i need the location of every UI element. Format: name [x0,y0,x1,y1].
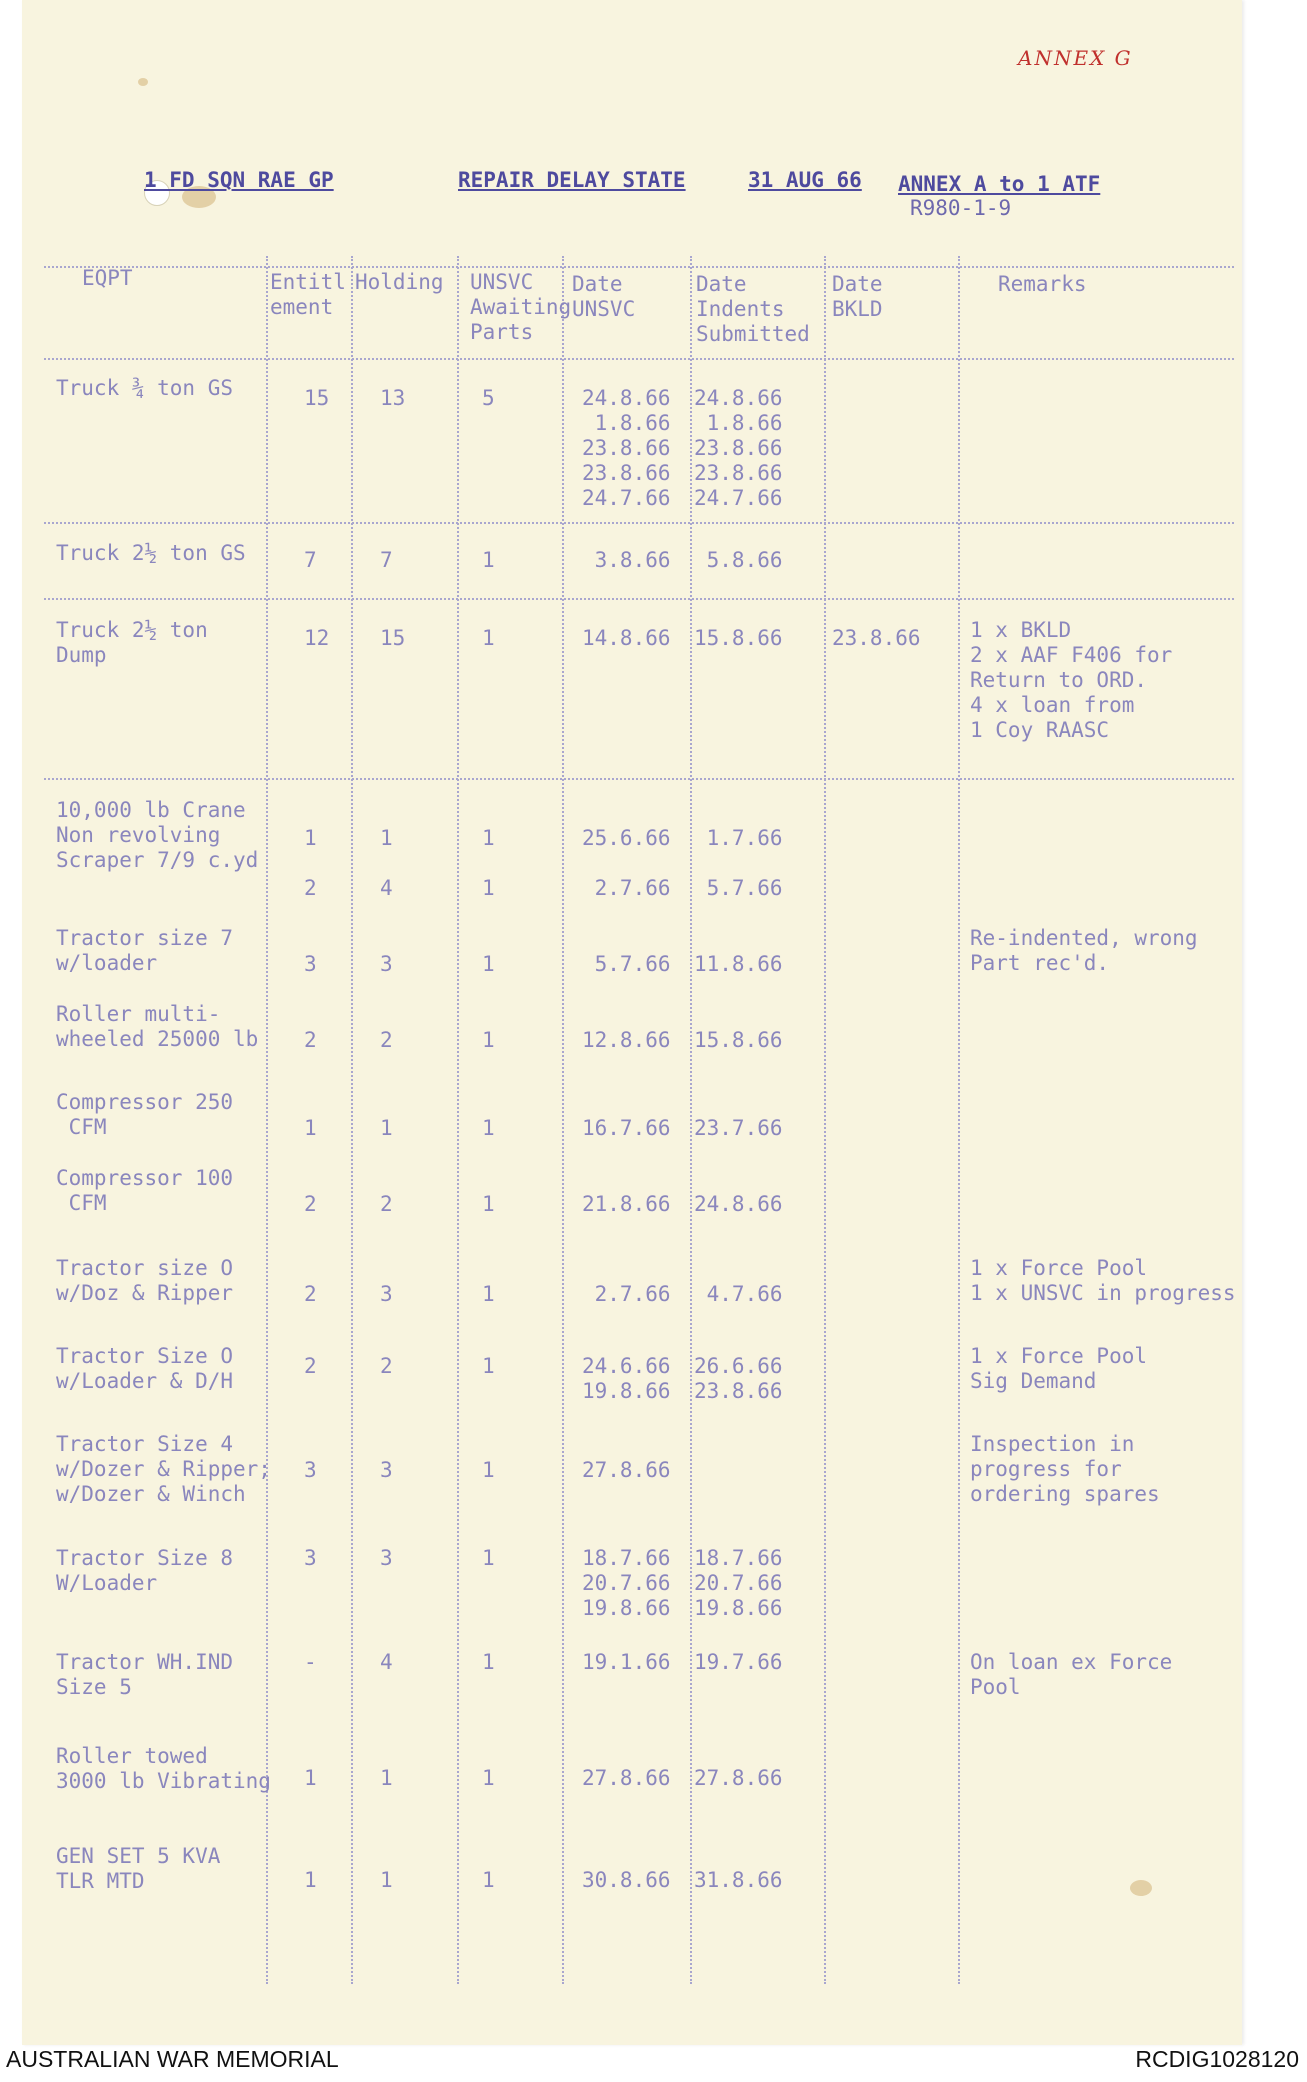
table-cell-unsvc: 1 [482,1028,495,1052]
table-cell-unsvc: 1 [482,826,495,850]
table-cell-date-bkld: 23.8.66 [832,626,921,650]
table-cell-date-unsvc: 27.8.66 [582,1766,671,1790]
table-cell-unsvc: 1 [482,1868,495,1892]
table-cell-date-unsvc: 24.6.66 19.8.66 [582,1354,671,1403]
table-cell-remarks: Re-indented, wrong Part rec'd. [970,926,1198,975]
table-cell-eqpt: Tractor Size O w/Loader & D/H [56,1344,234,1393]
table-cell-date-indents: 15.8.66 [694,1028,783,1052]
table-cell-date-indents: 5.7.66 [694,876,783,900]
table-cell-date-unsvc: 2.7.66 [582,1282,671,1306]
table-cell-unsvc: 1 [482,1766,495,1790]
header-bottom-rule [44,358,1234,360]
table-cell-date-unsvc: 3.8.66 [582,548,671,572]
column-header-holding: Holding [355,270,444,294]
row-rule [44,598,1234,600]
table-cell-date-indents: 24.8.66 [694,1192,783,1216]
table-cell-date-indents: 1.7.66 [694,826,783,850]
table-cell-eqpt: Tractor size 7 w/loader [56,926,234,975]
document-title: REPAIR DELAY STATE [458,168,686,192]
table-cell-eqpt: Tractor Size 4 w/Dozer & Ripper; w/Dozer & Winch [56,1432,271,1506]
table-cell-date-unsvc: 30.8.66 [582,1868,671,1892]
table-cell-entitlement: 7 [304,548,317,572]
table-cell-unsvc: 1 [482,548,495,572]
table-cell-eqpt: Scraper 7/9 c.yd [56,848,259,872]
table-cell-remarks: On loan ex Force Pool [970,1650,1173,1699]
table-cell-entitlement: 2 [304,876,317,900]
column-header-date-unsvc: Date UNSVC [572,272,636,321]
table-cell-remarks: 1 x Force Pool 1 x UNSVC in progress [970,1256,1236,1305]
table-cell-date-unsvc: 5.7.66 [582,952,671,976]
table-cell-unsvc: 5 [482,386,495,410]
column-header-eqpt: EQPT [82,266,133,290]
table-cell-holding: 1 [380,826,393,850]
table-cell-eqpt: Compressor 250 CFM [56,1090,234,1139]
table-cell-unsvc: 1 [482,1354,495,1378]
table-cell-date-unsvc: 19.1.66 [582,1650,671,1674]
table-cell-eqpt: Truck ¾ ton GS [56,376,234,400]
table-cell-holding: 2 [380,1028,393,1052]
unit-name: 1 FD SQN RAE GP [144,168,334,192]
table-cell-unsvc: 1 [482,1116,495,1140]
table-cell-entitlement: 1 [304,826,317,850]
table-cell-holding: 4 [380,876,393,900]
table-cell-eqpt: Tractor size O w/Doz & Ripper [56,1256,234,1305]
table-cell-eqpt: GEN SET 5 KVA TLR MTD [56,1844,221,1893]
table-cell-date-indents: 19.7.66 [694,1650,783,1674]
table-cell-entitlement: - [304,1650,317,1674]
column-header-date-bkld: Date BKLD [832,272,883,321]
rust-stain [1130,1880,1152,1896]
table-cell-date-unsvc: 25.6.66 [582,826,671,850]
table-cell-date-unsvc: 16.7.66 [582,1116,671,1140]
table-cell-holding: 2 [380,1354,393,1378]
table-cell-date-indents: 5.8.66 [694,548,783,572]
table-cell-entitlement: 2 [304,1354,317,1378]
table-cell-holding: 3 [380,1282,393,1306]
table-cell-date-indents: 11.8.66 [694,952,783,976]
table-cell-date-indents: 23.7.66 [694,1116,783,1140]
table-cell-holding: 3 [380,1546,393,1570]
table-cell-entitlement: 3 [304,1546,317,1570]
table-cell-date-indents: 18.7.66 20.7.66 19.8.66 [694,1546,783,1620]
table-cell-eqpt: 10,000 lb Crane Non revolving [56,798,246,847]
table-cell-entitlement: 1 [304,1116,317,1140]
table-cell-eqpt: Tractor Size 8 W/Loader [56,1546,234,1595]
table-cell-date-indents: 26.6.66 23.8.66 [694,1354,783,1403]
table-cell-unsvc: 1 [482,626,495,650]
table-cell-date-indents: 27.8.66 [694,1766,783,1790]
annex-reference: ANNEX A to 1 ATF [898,172,1101,196]
table-cell-date-unsvc: 12.8.66 [582,1028,671,1052]
table-cell-holding: 1 [380,1766,393,1790]
rust-stain [138,78,148,86]
table-cell-entitlement: 3 [304,1458,317,1482]
table-cell-remarks: 1 x Force Pool Sig Demand [970,1344,1148,1393]
table-cell-entitlement: 12 [304,626,330,650]
table-cell-entitlement: 2 [304,1028,317,1052]
table-cell-eqpt: Truck 2½ ton Dump [56,618,208,667]
column-header-unsvc: UNSVC Awaiting Parts [470,270,572,344]
footer-item-id: RCDIG1028120 [1135,2046,1299,2072]
table-cell-holding: 2 [380,1192,393,1216]
handwritten-annotation: ANNEX G [1018,46,1133,70]
table-cell-date-unsvc: 18.7.66 20.7.66 19.8.66 [582,1546,671,1620]
table-cell-unsvc: 1 [482,876,495,900]
column-rule [457,256,459,1984]
table-cell-holding: 4 [380,1650,393,1674]
table-cell-entitlement: 1 [304,1868,317,1892]
table-cell-date-indents: 15.8.66 [694,626,783,650]
document-date: 31 AUG 66 [748,168,862,192]
column-rule [562,256,564,1984]
column-rule [958,256,960,1984]
table-cell-entitlement: 2 [304,1282,317,1306]
column-header-entitlement: Entitl ement [270,270,346,319]
table-cell-unsvc: 1 [482,1282,495,1306]
file-reference: R980-1-9 [910,196,1012,220]
table-cell-eqpt: Roller towed 3000 lb Vibrating [56,1744,271,1793]
column-header-remarks: Remarks [998,272,1087,296]
table-cell-holding: 3 [380,1458,393,1482]
table-cell-holding: 15 [380,626,406,650]
table-cell-entitlement: 2 [304,1192,317,1216]
table-cell-date-unsvc: 14.8.66 [582,626,671,650]
column-rule [824,256,826,1984]
table-cell-unsvc: 1 [482,1650,495,1674]
table-cell-unsvc: 1 [482,1192,495,1216]
table-cell-holding: 1 [380,1116,393,1140]
table-cell-holding: 7 [380,548,393,572]
table-cell-unsvc: 1 [482,952,495,976]
table-cell-holding: 13 [380,386,406,410]
table-cell-entitlement: 15 [304,386,330,410]
row-rule [44,522,1234,524]
table-cell-unsvc: 1 [482,1546,495,1570]
footer-archive-name: AUSTRALIAN WAR MEMORIAL [6,2046,339,2072]
table-cell-entitlement: 1 [304,1766,317,1790]
table-cell-date-indents: 4.7.66 [694,1282,783,1306]
table-cell-date-unsvc: 24.8.66 1.8.66 23.8.66 23.8.66 24.7.66 [582,386,671,510]
table-cell-eqpt: Compressor 100 CFM [56,1166,234,1215]
table-cell-date-unsvc: 2.7.66 [582,876,671,900]
column-rule [690,256,692,1984]
row-rule [44,778,1234,780]
table-cell-remarks: Inspection in progress for ordering spares [970,1432,1160,1506]
table-cell-eqpt: Truck 2½ ton GS [56,541,246,565]
table-cell-date-unsvc: 21.8.66 [582,1192,671,1216]
table-cell-date-indents: 31.8.66 [694,1868,783,1892]
table-cell-entitlement: 3 [304,952,317,976]
column-header-date-indents: Date Indents Submitted [696,272,810,346]
table-cell-unsvc: 1 [482,1458,495,1482]
table-cell-date-indents: 24.8.66 1.8.66 23.8.66 23.8.66 24.7.66 [694,386,783,510]
column-rule [351,256,353,1984]
table-cell-holding: 3 [380,952,393,976]
table-top-rule [44,266,1234,268]
table-cell-holding: 1 [380,1868,393,1892]
column-rule [266,256,268,1984]
table-cell-remarks: 1 x BKLD 2 x AAF F406 for Return to ORD. 4 x loan from 1 Coy RAASC [970,618,1173,742]
document-sheet [22,0,1242,2045]
table-cell-eqpt: Roller multi- wheeled 25000 lb [56,1002,259,1051]
table-cell-date-unsvc: 27.8.66 [582,1458,671,1482]
table-cell-eqpt: Tractor WH.IND Size 5 [56,1650,234,1699]
